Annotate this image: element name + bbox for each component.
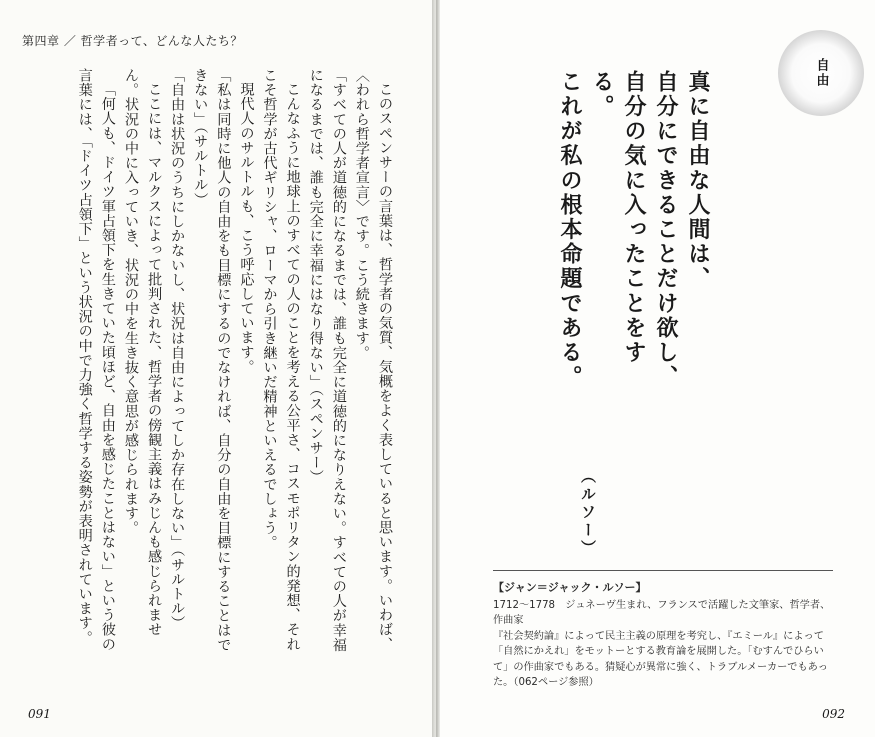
- topic-badge-label: 自由: [813, 58, 829, 88]
- page-number-right: 092: [822, 707, 845, 721]
- page-number-left: 091: [28, 707, 51, 721]
- profile-line: 1712〜1778 ジュネーヴ生まれ、フランスで活躍した文筆家、哲学者、作曲家: [493, 599, 831, 626]
- paragraph: 「自由は状況のうちにしかないし、状況は自由によってしか存在しない」（サルトル）: [169, 68, 186, 631]
- paragraph: 「すべての人が道徳的になるまでは、誰も完全に道徳的になりえない。すべての人が幸福になるまでは、誰も完全に幸福にはなり得ない」（スペンサー）: [307, 68, 347, 652]
- paragraph: 現代人のサルトルも、こう呼応しています。: [238, 82, 255, 375]
- quote-line: 真に自由な人間は、: [685, 70, 710, 292]
- paragraph: こんなふうに地球上のすべての人のことを考える公平さ、コスモポリタン的発想、それこそ哲学が古代ギリシャ、ローマから引き継いだ精神といえるでしょう。: [261, 68, 301, 652]
- profile-line: 『社会契約論』によって民主主義の原理を考究し、『エミール』によって「自然にかえれ」をモットーとする教育論を展開した。「むすんでひらいて」の作曲家でもある。猜疑心が異常に強く、トラブルメーカーでもあった。（062ページ参照）: [493, 630, 828, 688]
- featured-quote: [553, 70, 713, 400]
- paragraph: ここには、マルクスによって批判された、哲学者の傍観主義はみじんも感じられません。状況の中に入っていき、状況の中を生き抜く意思が感じられます。: [122, 68, 163, 637]
- quote-line: 自分にできることだけ欲し、: [653, 70, 678, 390]
- running-head: 第四章 ／ 哲学者って、どんな人たち？: [22, 34, 243, 48]
- author-profile: [493, 580, 838, 691]
- paragraph: 「私は同時に他人の自由をも目標にするのでなければ、自分の自由を目標にすることはできない」（サルトル）: [192, 68, 232, 652]
- quote-line: 自分の気に入ったことをする。: [589, 70, 646, 366]
- paragraph: このスペンサーの言葉は、哲学者の気質、気概をよく表していると思います。いわば、〈われら哲学者宣言〉です。こう続きます。: [353, 68, 393, 652]
- book-gutter: [432, 0, 440, 737]
- topic-badge: [778, 30, 864, 116]
- quote-line: これが私の根本命題である。: [557, 70, 582, 390]
- right-page: [440, 0, 875, 737]
- profile-name: 【ジャン＝ジャック・ルソー】: [493, 581, 647, 594]
- divider: [493, 570, 833, 571]
- body-text: [73, 68, 396, 658]
- left-page: [0, 0, 432, 737]
- paragraph: 「何人も、ドイツ軍占領下を生きていた頃ほど、自由を感じたことはない」という彼の言葉には、「ドイツ占領下」という状況の中で力強く哲学する姿勢が表明されています。: [76, 68, 116, 652]
- quote-attribution: （ルソー）: [579, 468, 597, 558]
